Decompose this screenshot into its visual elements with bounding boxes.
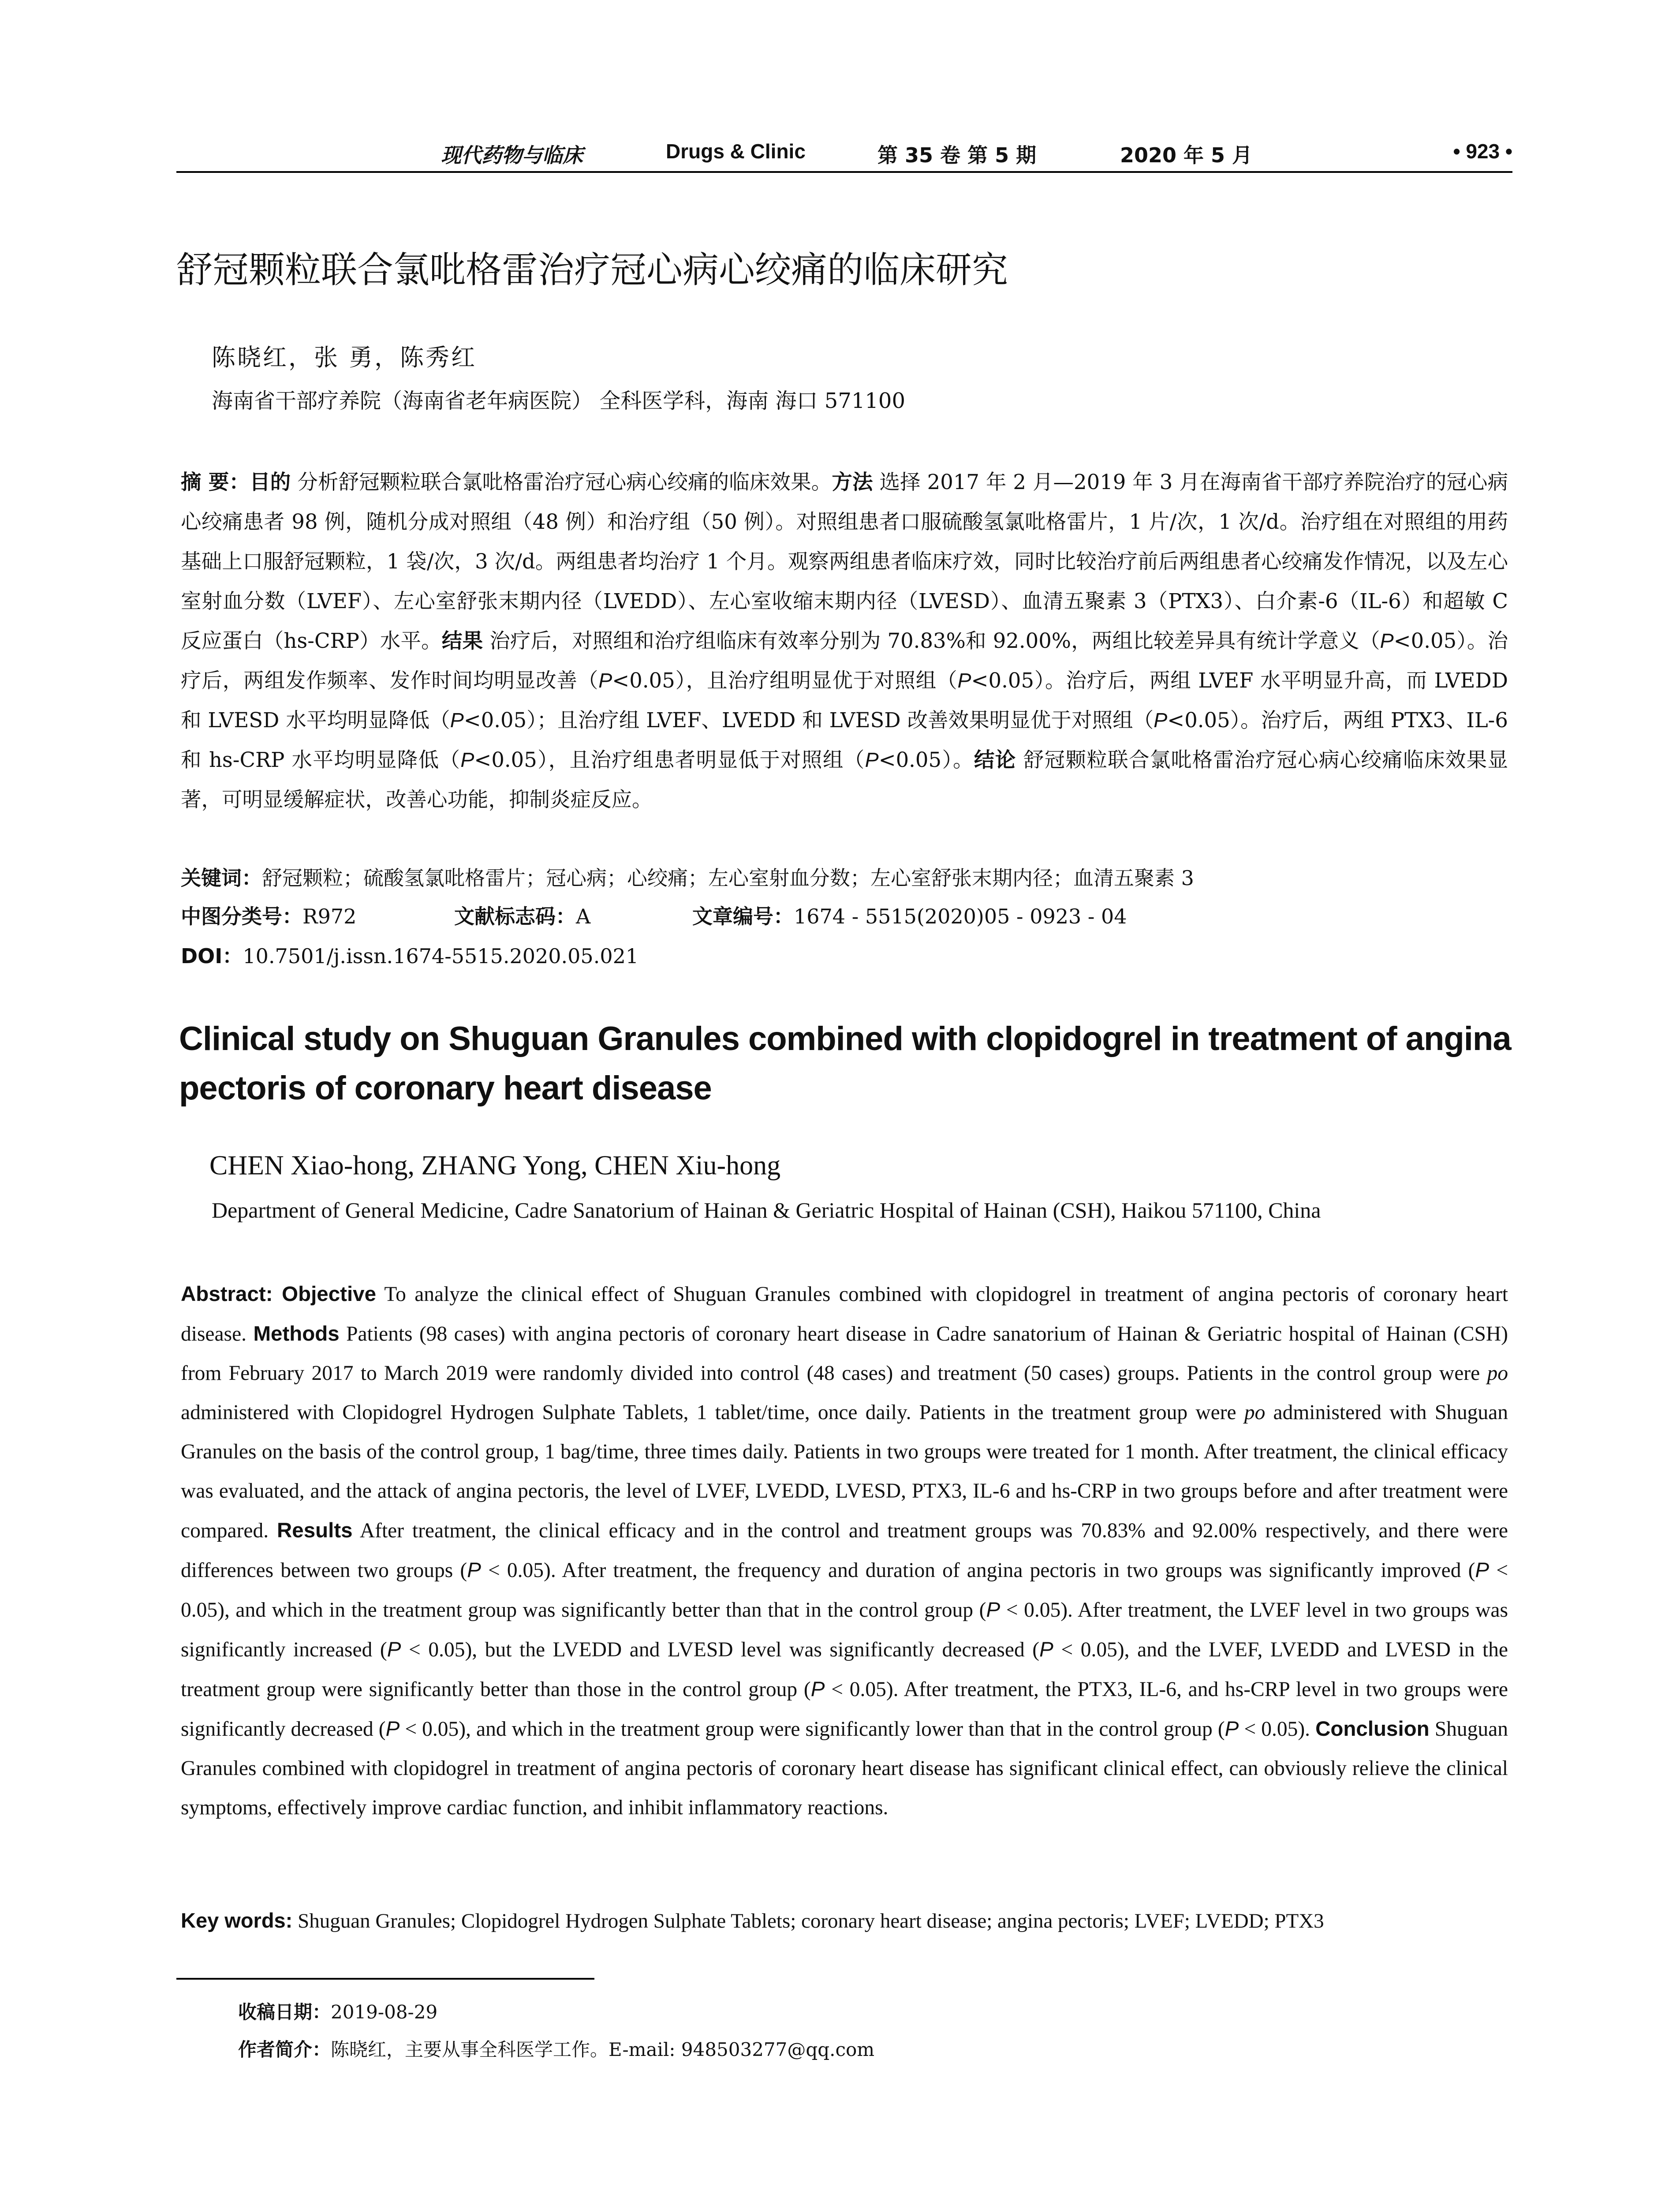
- received-label: 收稿日期：: [238, 2001, 331, 2023]
- methods-label: 方法: [832, 470, 873, 494]
- results-label: Results: [277, 1519, 353, 1542]
- results-text: < 0.05).: [1239, 1718, 1316, 1741]
- results-text: <0.05）。治疗后，两组 PTX3、IL-6 和 hs-CRP 水平均明显降低（: [181, 708, 1508, 772]
- p-value-symbol: P: [1154, 709, 1168, 732]
- p-value-symbol: P: [1475, 1558, 1490, 1582]
- methods-text: 选择 2017 年 2 月—2019 年 3 月在海南省干部疗养院治疗的冠心病心绞痛患者 98 例，随机分成对照组（48 例）和治疗组（50 例）。对照组患者口服硫酸氢氯吡格雷片，1 片/次，1 次/d。治疗组在对照组的用药基础上口服舒冠颗粒，1 袋/次，3 次/d。两组患者均治疗 1 个月。观察两组患者临床疗效，同时比较治疗前后两组患者心绞痛发作情况，以及左心室射血分数（LVEF）、左心室舒张末期内径（LVEDD）、左心室收缩末期内径（LVESD）、血清五聚素 3（PTX3）、白介素-6（IL-6）和超敏 C 反应蛋白（hs-CRP）水平。: [181, 470, 1508, 653]
- footnote-divider: [176, 1978, 594, 1980]
- volume-issue: 第 35 卷 第 5 期: [877, 143, 1037, 167]
- clc-label: 中图分类号：: [181, 904, 302, 928]
- results-text: < 0.05). After treatment, the PTX3, IL-6, and hs-CRP level in two groups were significantly decreased (: [181, 1678, 1508, 1741]
- p-value-symbol: P: [1380, 629, 1394, 652]
- chinese-title: 舒冠颗粒联合氯吡格雷治疗冠心病心绞痛的临床研究: [176, 249, 1008, 291]
- methods-text: Patients (98 cases) with angina pectoris of coronary heart disease in Cadre sanatorium of Hainan & Geriatric hospital of Hainan (CSH) from February 2017 to March 2019 were randomly divided into control (48 cases) and treatment (50 cases) groups. Patients in the control group were: [181, 1323, 1508, 1385]
- keywords-label: 关键词：: [181, 866, 262, 890]
- methods-text: administered with Shuguan Granules on the basis of the control group, 1 bag/time, three times daily. Patients in two groups were treated for 1 month. After treatment, the clinical efficacy was evaluated, and the attack of angina pectoris, the level of LVEF, LVEDD, LVESD, PTX3, IL-6 and hs-CRP in two groups before and after treatment were compared.: [181, 1401, 1508, 1542]
- p-value-symbol: P: [598, 669, 612, 692]
- results-text: < 0.05). After treatment, the LVEF level in two groups was significantly increased (: [181, 1599, 1508, 1661]
- doi-label: DOI：: [181, 944, 243, 968]
- conclusion-label: 结论: [974, 748, 1016, 772]
- author-bio-footnote: [238, 2035, 874, 2062]
- running-header: [176, 137, 1512, 173]
- objective-text: To analyze the clinical effect of Shuguan Granules combined with clopidogrel in treatment of angina pectoris of coronary heart disease.: [181, 1283, 1508, 1345]
- objective-text: 分析舒冠颗粒联合氯吡格雷治疗冠心病心绞痛的临床效果。: [291, 470, 832, 494]
- author-bio-value: 陈晓红，主要从事全科医学工作。E-mail: 948503277@qq.com: [331, 2039, 875, 2060]
- author-bio-label: 作者简介：: [238, 2039, 331, 2060]
- conclusion-label: Conclusion: [1315, 1717, 1430, 1741]
- p-value-symbol: P: [387, 1638, 401, 1661]
- keywords-text: 舒冠颗粒；硫酸氢氯吡格雷片；冠心病；心绞痛；左心室射血分数；左心室舒张末期内径；血清五聚素 3: [262, 866, 1194, 890]
- results-text: <0.05），且治疗组明显优于对照组（: [612, 669, 958, 692]
- clc-value: R972: [302, 904, 357, 928]
- english-authors: CHEN Xiao-hong, ZHANG Yong, CHEN Xiu-hong: [209, 1151, 781, 1181]
- doi-line: [181, 940, 638, 969]
- doc-code-value: A: [576, 904, 591, 928]
- p-value-symbol: P: [385, 1717, 400, 1741]
- article-number-label: 文章编号：: [692, 904, 794, 928]
- po-abbreviation: po: [1244, 1401, 1266, 1424]
- english-abstract: [181, 1274, 1508, 1828]
- conclusion-text: 舒冠颗粒联合氯吡格雷治疗冠心病心绞痛临床效果显著，可明显缓解症状，改善心功能，抑制炎症反应。: [181, 748, 1508, 811]
- results-text: < 0.05). After treatment, the frequency and duration of angina pectoris in two groups was significantly improved (: [481, 1559, 1475, 1582]
- abstract-label: Abstract:: [181, 1282, 282, 1306]
- journal-name-en: Drugs & Clinic: [666, 140, 806, 163]
- english-affiliation: Department of General Medicine, Cadre Sanatorium of Hainan & Geriatric Hospital of Hainan (CSH), Haikou 571100, China: [212, 1198, 1321, 1222]
- received-value: 2019-08-29: [331, 2001, 438, 2023]
- english-keywords: [181, 1901, 1508, 1941]
- methods-label: Methods: [253, 1322, 340, 1345]
- p-value-symbol: P: [810, 1678, 825, 1701]
- results-text: <0.05），且治疗组患者明显低于对照组（: [474, 748, 865, 772]
- chinese-authors: 陈晓红，张 勇，陈秀红: [212, 344, 477, 371]
- methods-text: administered with Clopidogrel Hydrogen Sulphate Tablets, 1 tablet/time, once daily. Patients in the treatment group were: [181, 1401, 1244, 1424]
- results-text: <0.05）。治疗后，两组发作频率、发作时间均明显改善（: [181, 629, 1508, 692]
- results-text: <0.05）。: [878, 748, 974, 772]
- english-title: Clinical study on Shuguan Granules combined with clopidogrel in treatment of angina pectoris of coronary heart disease: [179, 1020, 1511, 1107]
- results-text: < 0.05), but the LVEDD and LVESD level was significantly decreased (: [401, 1638, 1040, 1661]
- results-text: < 0.05), and the LVEF, LVEDD and LVESD in the treatment group were significantly better than those in the control group (: [181, 1638, 1508, 1701]
- classification-line: [181, 901, 1127, 930]
- p-value-symbol: P: [467, 1558, 481, 1582]
- p-value-symbol: P: [986, 1598, 1001, 1622]
- p-value-symbol: P: [1039, 1638, 1053, 1661]
- chinese-keywords: [181, 862, 1194, 891]
- results-text: <0.05）；且治疗组 LVEF、LVEDD 和 LVESD 改善效果明显优于对照组（: [463, 708, 1154, 732]
- doi-value: 10.7501/j.issn.1674-5515.2020.05.021: [243, 944, 639, 968]
- p-value-symbol: P: [1225, 1717, 1239, 1741]
- chinese-affiliation: 海南省干部疗养院（海南省老年病医院） 全科医学科，海南 海口 571100: [212, 389, 906, 413]
- p-value-symbol: P: [957, 669, 971, 692]
- doc-code-label: 文献标志码：: [454, 904, 576, 928]
- keywords-label: Key words:: [181, 1909, 293, 1932]
- po-abbreviation: po: [1487, 1362, 1508, 1385]
- abstract-label: 摘 要：: [181, 470, 250, 494]
- keywords-text: Shuguan Granules; Clopidogrel Hydrogen Sulphate Tablets; coronary heart disease; angina pectoris; LVEF; LVEDD; PTX3: [292, 1910, 1324, 1932]
- journal-name-cn: 现代药物与临床: [441, 143, 583, 167]
- p-value-symbol: P: [450, 709, 464, 732]
- results-text: < 0.05), and which in the treatment group were significantly lower than that in the control group (: [399, 1718, 1225, 1741]
- conclusion-text: Shuguan Granules combined with clopidogrel in treatment of angina pectoris of coronary heart disease has significant clinical effect, can obviously relieve the clinical symptoms, effectively improve cardiac function, and inhibit inflammatory reactions.: [181, 1718, 1508, 1819]
- p-value-symbol: P: [865, 748, 879, 771]
- objective-label: Objective: [282, 1282, 376, 1306]
- results-text: <0.05）。治疗后，两组 LVEF 水平明显升高，而 LVEDD 和 LVESD 水平均明显降低（: [181, 669, 1508, 732]
- results-text: After treatment, the clinical efficacy and in the control and treatment groups was 70.83% and 92.00% respectively, and there were differences between two groups (: [181, 1519, 1508, 1582]
- p-value-symbol: P: [460, 748, 474, 771]
- results-label: 结果: [441, 629, 483, 653]
- results-text: < 0.05), and which in the treatment group was significantly better than that in the control group (: [181, 1559, 1508, 1622]
- results-text: 治疗后，对照组和治疗组临床有效率分别为 70.83%和 92.00%，两组比较差异具有统计学意义（: [483, 629, 1380, 653]
- article-number-value: 1674 - 5515(2020)05 - 0923 - 04: [794, 904, 1127, 928]
- chinese-abstract: [181, 462, 1508, 819]
- objective-label: 目的: [250, 470, 291, 494]
- received-date-footnote: [238, 1998, 437, 2024]
- issue-date: 2020 年 5 月: [1120, 143, 1253, 167]
- page-number: • 923 •: [1453, 140, 1512, 163]
